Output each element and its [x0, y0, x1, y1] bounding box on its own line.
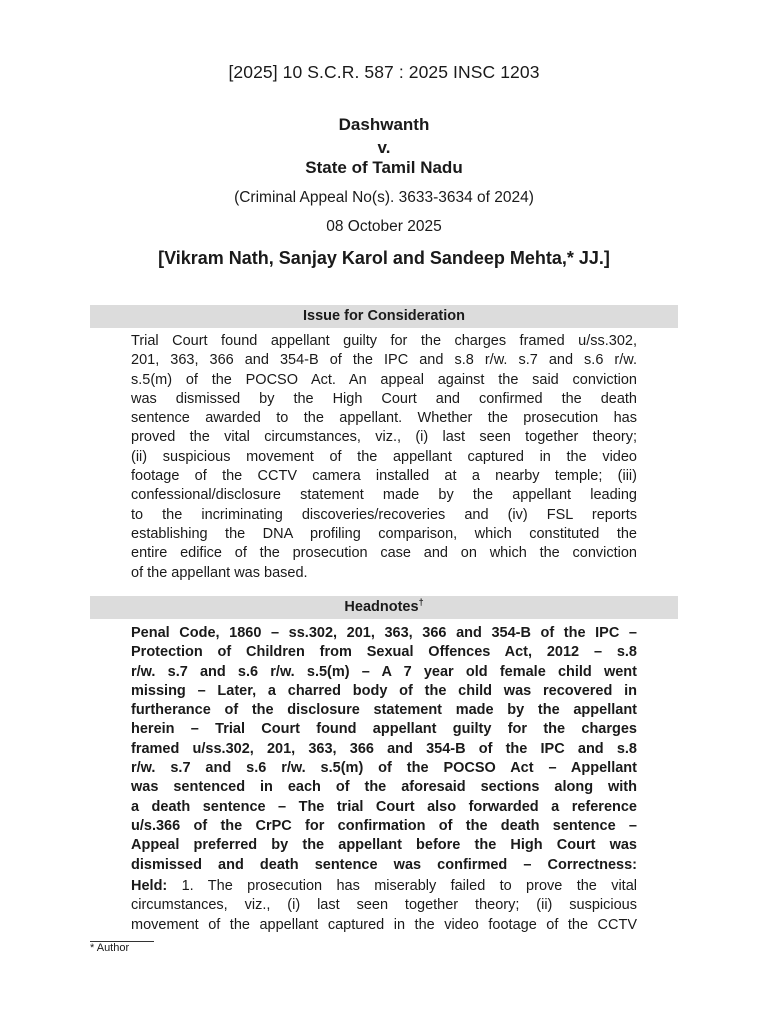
issue-line: (ii) suspicious movement of the appellant captured in the video — [131, 448, 637, 465]
appeal-number: (Criminal Appeal No(s). 3633-3634 of 2024) — [234, 189, 534, 206]
respondent-name: State of Tamil Nadu — [305, 158, 463, 177]
headnote-line: herein – Trial Court found appellant guilty for the charges — [131, 721, 637, 738]
issue-line: establishing the DNA profiling comparison, which constituted the — [131, 525, 637, 542]
headnote-line: a death sentence – The trial Court also forwarded a reference — [131, 798, 637, 815]
versus-label: v. — [377, 138, 391, 157]
issue-line: entire edifice of the prosecution case and on which the conviction — [131, 545, 637, 562]
held-first-line-text: 1. The prosecution has miserably failed to prove the vital — [167, 878, 637, 894]
headnotes-section-heading — [90, 596, 678, 619]
headnote-line: missing – Later, a charred body of the child was recovered in — [131, 682, 637, 699]
issue-line: of the appellant was based. — [131, 564, 308, 581]
headnote-line: Appeal preferred by the appellant before the High Court was — [131, 837, 637, 854]
held-paragraph — [131, 877, 637, 935]
headnote-line: r/w. s.7 and s.6 r/w. s.5(m) of the POCSO Act – Appellant — [131, 760, 637, 777]
headnotes-heading-text: Headnotes — [344, 599, 419, 615]
headnote-line: furtherance of the disclosure statement made by the appellant — [131, 702, 637, 719]
footnote-author: * Author — [90, 942, 130, 954]
issue-line: sentence awarded to the appellant. Whether the prosecution has — [131, 410, 637, 427]
headnote-line: r/w. s.7 and s.6 r/w. s.5(m) – A 7 year old female child went — [131, 663, 637, 680]
headnote-line: framed u/ss.302, 201, 363, 366 and 354-B of the IPC and s.8 — [131, 740, 637, 757]
issue-line: was dismissed by the High Court and confirmed the death — [131, 390, 637, 407]
judgment-date: 08 October 2025 — [326, 218, 442, 235]
headnote-line: Penal Code, 1860 – ss.302, 201, 363, 366 and 354-B of the IPC – — [131, 625, 637, 641]
issue-line: proved the vital circumstances, viz., (i) last seen together theory; — [131, 429, 637, 446]
headnote-line: u/s.366 of the CrPC for confirmation of the death sentence – — [131, 817, 637, 834]
held-line: circumstances, viz., (i) last seen together theory; (ii) suspicious — [131, 897, 637, 914]
issue-line: to the incriminating discoveries/recoveries and (iv) FSL reports — [131, 506, 637, 523]
issue-line: Trial Court found appellant guilty for the charges framed u/ss.302, — [131, 333, 637, 349]
headnotes-dagger-mark: † — [418, 597, 424, 608]
issue-heading-text: Issue for Consideration — [303, 308, 465, 324]
issue-paragraph — [131, 332, 637, 583]
held-line — [131, 877, 637, 896]
headnote-line: dismissed and death sentence was confirmed – Correctness: — [131, 856, 637, 873]
held-line: movement of the appellant captured in the video footage of the CCTV — [131, 916, 637, 933]
headnote-line: was sentenced in each of the aforesaid sections along with — [131, 779, 637, 796]
issue-line: confessional/disclosure statement made by the appellant leading — [131, 487, 637, 504]
headnote-paragraph — [131, 624, 637, 875]
petitioner-name: Dashwanth — [338, 115, 430, 134]
issue-line: footage of the CCTV camera installed at a nearby temple; (iii) — [131, 468, 637, 485]
held-label: Held: — [131, 878, 168, 894]
issue-line: s.5(m) of the POCSO Act. An appeal against the said conviction — [131, 371, 637, 388]
report-citation: [2025] 10 S.C.R. 587 : 2025 INSC 1203 — [228, 62, 540, 82]
headnote-line: Protection of Children from Sexual Offences Act, 2012 – s.8 — [131, 644, 637, 661]
bench-judges: [Vikram Nath, Sanjay Karol and Sandeep Mehta,* JJ.] — [158, 248, 610, 268]
issue-section-heading — [90, 305, 678, 328]
issue-line: 201, 363, 366 and 354-B of the IPC and s.8 r/w. s.7 and s.6 r/w. — [131, 352, 637, 369]
